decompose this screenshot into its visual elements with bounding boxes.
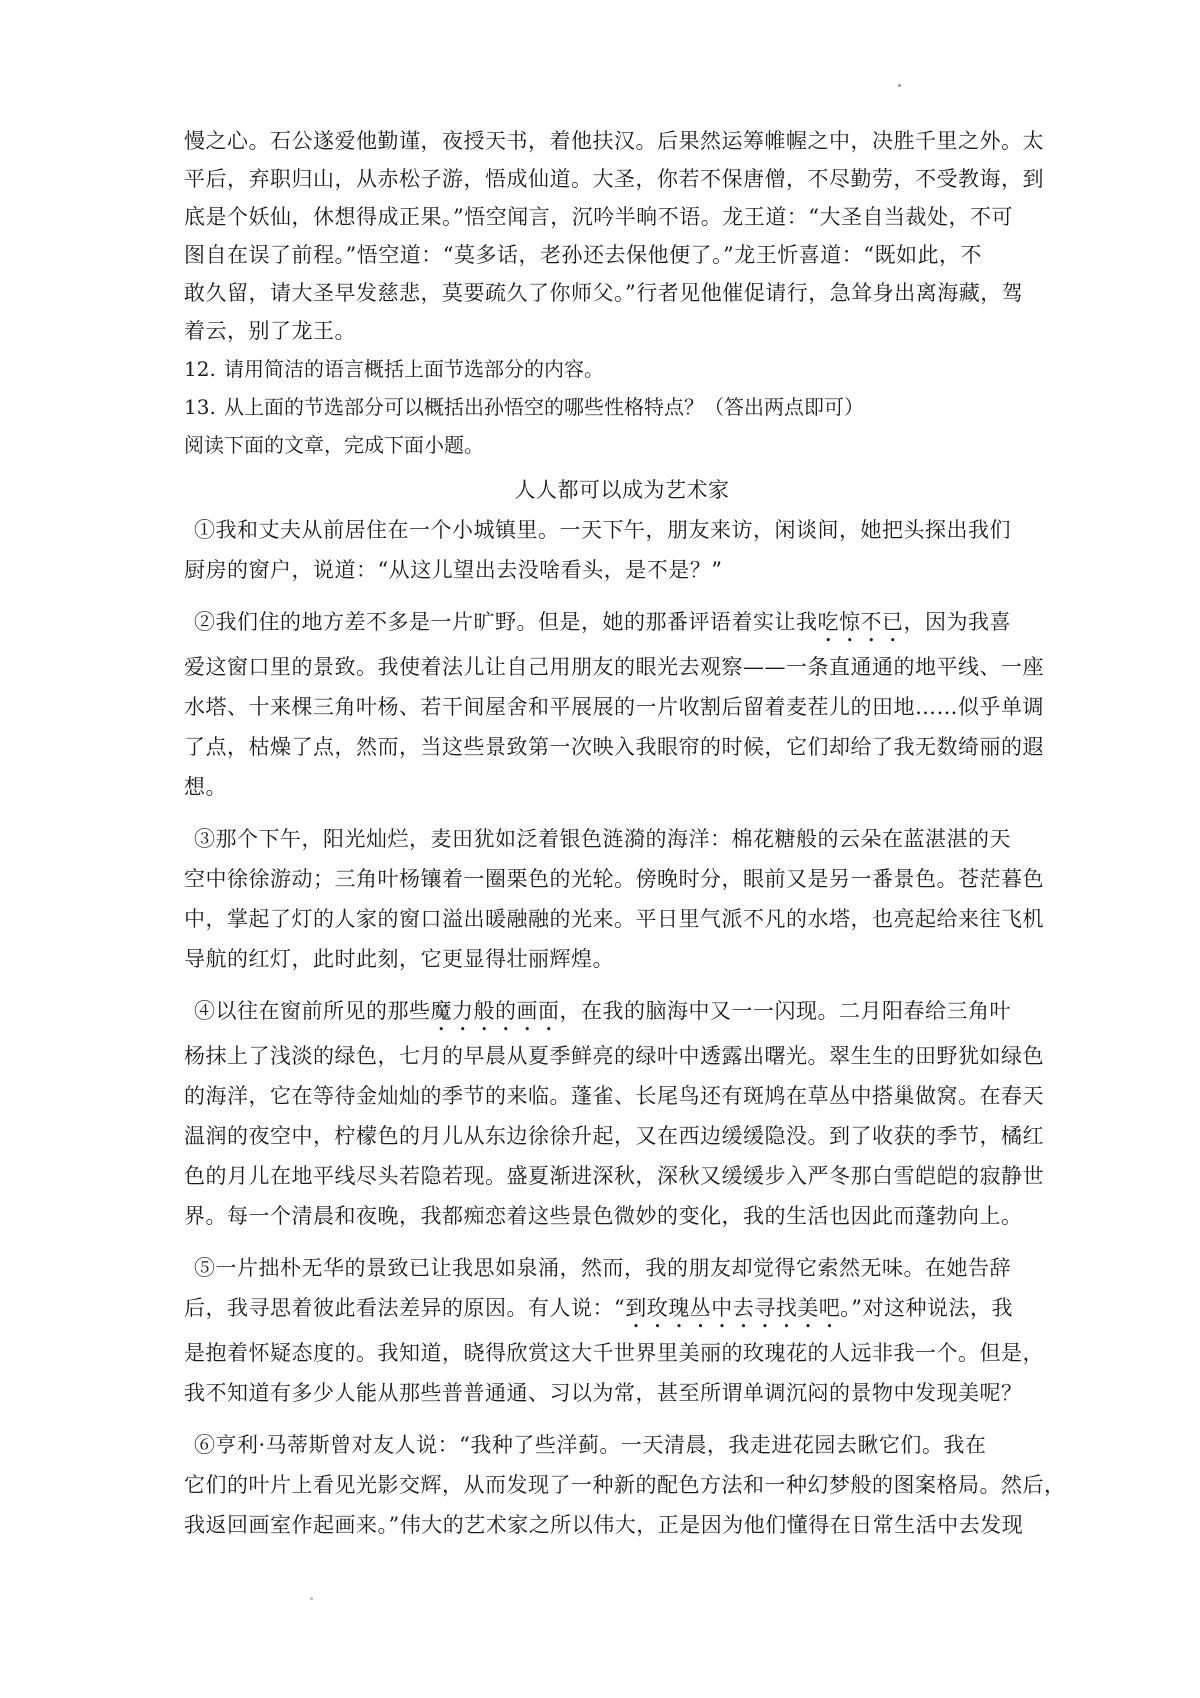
paragraph-line: 温润的夜空中，柠檬色的月儿从东边徐徐升起，又在西边缓缓隐没。到了收获的季节，橘红 [184,1124,1044,1148]
paragraph-line: 我返回画室作起画来。”伟大的艺术家之所以伟大，正是因为他们懂得在日常生活中去发现 [184,1513,1024,1537]
paragraph-line: 了点，枯燥了点，然而，当这些景致第一次映入我眼帘的时候，它们却给了我无数绮丽的遐 [184,735,1044,759]
paragraph-line: 是抱着怀疑态度的。我知道，晓得欣赏这大千世界里美丽的玫瑰花的人远非我一个。但是， [184,1341,1044,1365]
paragraph-line: 我不知道有多少人能从那些普普通通、习以为常，甚至所谓单调沉闷的景物中发现美呢？ [184,1381,1023,1405]
article-body [184,510,1066,1545]
emphasized-phrase: 吃惊不已 [817,610,904,634]
paragraph-2 [184,602,1044,807]
text-segment: ，在我的脑海中又一一闪现。二月阳春给三角叶 [559,999,1011,1023]
paragraph-line: 的海洋，它在等待金灿灿的季节的来临。蓬雀、长尾鸟还有斑鸠在草丛中搭巢做窝。在春天 [184,1084,1044,1108]
excerpt-line: 底是个妖仙，休想得成正果。”悟空闻言，沉吟半晌不语。龙王道：“大圣自当裁处，不可 [184,205,1013,229]
article-title: 人人都可以成为艺术家 [514,478,730,502]
paragraph-5 [184,1248,1044,1413]
text-segment: ②我们住的地方差不多是一片旷野。但是，她的那番评语着实让我 [194,610,818,634]
scan-speck [310,1597,313,1600]
paragraph-line: 色的月儿在地平线尽头若隐若现。盛夏渐进深秋，深秋又缓缓步入严冬那白雪皑皑的寂静世 [184,1164,1044,1188]
paragraph-line [184,1288,1030,1333]
question-number: 12. [184,357,216,381]
text-segment: 后，我寻思着彼此看法差异的原因。有人说：“ [184,1296,626,1320]
paragraph-line: ⑥亨利·马蒂斯曾对友人说：“我种了些洋蓟。一天清晨，我走进花园去瞅它们。我在 [194,1433,987,1457]
excerpt-line: 图自在误了前程。”悟空道：“莫多话，老孙还去保他便了。”龙王忻喜道：“既如此，不 [184,243,982,267]
paragraph-line: ⑤一片拙朴无华的景致已让我思如泉涌，然而，我的朋友却觉得它索然无味。在她告辞 [194,1256,1011,1280]
paragraph-line: 水塔、十来棵三角叶杨、若干间屋舍和平展展的一片收割后留着麦茬儿的田地……似乎单调 [184,695,1044,719]
text-segment: 。”对这种说法，我 [840,1296,1013,1320]
excerpt-line: 敢久留，请大圣早发慈悲，莫要疏久了你师父。”行者见他催促请行，急耸身出离海藏，驾 [184,281,1024,305]
question-list [184,350,1030,464]
reading-instruction: 阅读下面的文章，完成下面小题。 [184,433,484,457]
scan-speck [898,84,901,87]
question-12 [184,350,1030,388]
paragraph-line: 爱这窗口里的景致。我使着法儿让自己用朋友的眼光去观察——一条直通通的地平线、一座 [184,655,1044,679]
question-text: 从上面的节选部分可以概括出孙悟空的哪些性格特点？（答出两点即可） [224,395,864,419]
paragraph-line: 空中徐徐游动；三角叶杨镶着一圈栗色的光轮。傍晚时分，眼前又是另一番景色。苍茫暮色 [184,867,1044,891]
paragraph-line: ③那个下午，阳光灿烂，麦田犹如泛着银色涟漪的海洋：棉花糖般的云朵在蓝湛湛的天 [194,827,1011,851]
excerpt-line: 着云，别了龙王。 [184,319,356,343]
excerpt-line: 平后，弃职归山，从赤松子游，悟成仙道。大圣，你若不保唐僧，不尽勤劳，不受教诲，到 [184,167,1044,191]
excerpt-text [184,122,1044,350]
paragraph-line: 导航的红灯，此时此刻，它更显得壮丽辉煌。 [184,947,614,971]
paragraph-line: ①我和丈夫从前居住在一个小城镇里。一天下午，朋友来访，闲谈间，她把头探出我们 [194,518,1011,542]
paragraph-line [184,991,1030,1036]
question-13 [184,388,1030,426]
question-number: 13. [184,395,216,419]
paragraph-line: 杨抹上了浅淡的绿色，七月的早晨从夏季鲜亮的绿叶中透露出曙光。翠生生的田野犹如绿色 [184,1044,1044,1068]
paragraph-1 [184,510,1030,590]
text-segment: ④以往在窗前所见的那些 [194,999,431,1023]
text-segment: ，因为我喜 [903,610,1011,634]
paragraph-6 [184,1425,1066,1545]
paragraph-line: 想。 [184,775,227,799]
paragraph-3 [184,819,1044,979]
paragraph-line: 它们的叶片上看见光影交辉，从而发现了一种新的配色方法和一种幻梦般的图案格局。然后， [184,1473,1066,1497]
emphasized-phrase: 到玫瑰丛中去寻找美吧 [625,1296,841,1320]
paragraph-line: 厨房的窗户，说道：“从这儿望出去没啥看头，是不是？” [184,558,723,582]
paragraph-line: 中，掌起了灯的人家的窗口溢出暖融融的光来。平日里气派不凡的水塔，也亮起给来往飞机 [184,907,1044,931]
excerpt-line: 慢之心。石公遂爱他勤谨，夜授天书，着他扶汉。后果然运筹帷幄之中，决胜千里之外。太 [184,129,1044,153]
emphasized-phrase: 魔力般的画面 [430,999,560,1023]
paragraph-4 [184,991,1044,1236]
paragraph-line [184,602,1030,647]
question-text: 请用简洁的语言概括上面节选部分的内容。 [224,357,604,381]
paragraph-line: 界。每一个清晨和夜晚，我都痴恋着这些景色微妙的变化，我的生活也因此而蓬勃向上。 [184,1204,1023,1228]
